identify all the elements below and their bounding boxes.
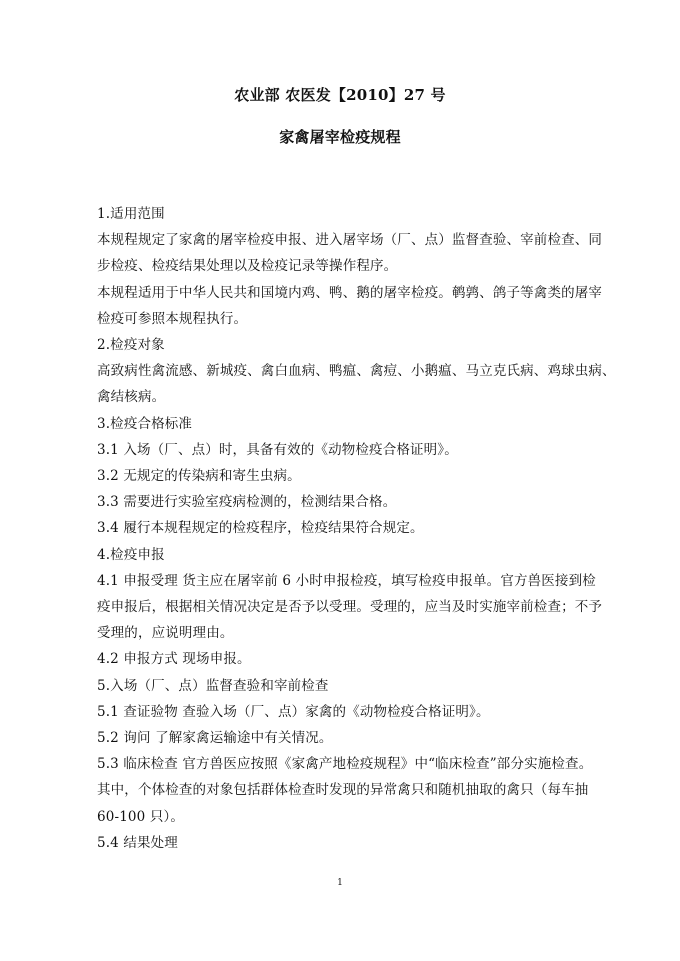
document-number: 农业部 农医发【2010】27 号 — [234, 86, 446, 104]
body-line: 4.2 申报方式 现场申报。 — [97, 651, 251, 668]
body-line: 疫申报后，根据相关情况决定是否予以受理。受理的，应当及时实施宰前检查；不予 — [97, 599, 603, 615]
body-line: 4.检疫申报 — [97, 546, 165, 563]
body-line: 2.检疫对象 — [97, 337, 165, 353]
body-line: 5.4 结果处理 — [97, 834, 178, 851]
body-line: 检疫可参照本规程执行。 — [97, 310, 248, 327]
body-line: 本规程适用于中华人民共和国境内鸡、鸭、鹅的屠宰检疫。鹌鹑、鸽子等禽类的屠宰 — [97, 284, 603, 301]
body-line: 5.入场（厂、点）监督查验和宰前检查 — [97, 677, 329, 694]
page-number: 1 — [337, 878, 343, 888]
body-line: 3.3 需要进行实验室疫病检测的，检测结果合格。 — [97, 494, 397, 511]
body-line: 禽结核病。 — [97, 389, 166, 406]
body-line: 60-100 只）。 — [97, 808, 185, 825]
body-line: 受理的，应说明理由。 — [97, 625, 234, 642]
body-line: 步检疫、检疫结果处理以及检疫记录等操作程序。 — [97, 258, 398, 275]
body-line: 4.1 申报受理 货主应在屠宰前 6 小时申报检疫，填写检疫申报单。官方兽医接到检 — [97, 572, 596, 589]
body-line: 1.适用范围 — [97, 206, 165, 222]
body-line: 高致病性禽流感、新城疫、禽白血病、鸭瘟、禽痘、小鹅瘟、马立克氏病、鸡球虫病、 — [97, 363, 616, 380]
body-line: 其中，个体检查的对象包括群体检查时发现的异常禽只和随机抽取的禽只（每车抽 — [97, 782, 589, 799]
body-line: 3.4 履行本规程规定的检疫程序，检疫结果符合规定。 — [97, 520, 424, 537]
body-line: 3.检疫合格标准 — [97, 415, 193, 432]
body-line: 5.3 临床检查 官方兽医应按照《家禽产地检疫规程》中“临床检查”部分实施检查。 — [97, 756, 593, 773]
body-line: 5.2 询问 了解家禽运输途中有关情况。 — [97, 730, 333, 746]
body-line: 3.2 无规定的传染病和寄生虫病。 — [97, 468, 301, 484]
body-line: 3.1 入场（厂、点）时，具备有效的《动物检疫合格证明》。 — [97, 441, 458, 458]
document-title: 家禽屠宰检疫规程 — [279, 128, 401, 146]
body-line: 5.1 查证验物 查验入场（厂、点）家禽的《动物检疫合格证明》。 — [97, 703, 490, 720]
body-line: 本规程规定了家禽的屠宰检疫申报、进入屠宰场（厂、点）监督查验、宰前检查、同 — [97, 232, 603, 249]
